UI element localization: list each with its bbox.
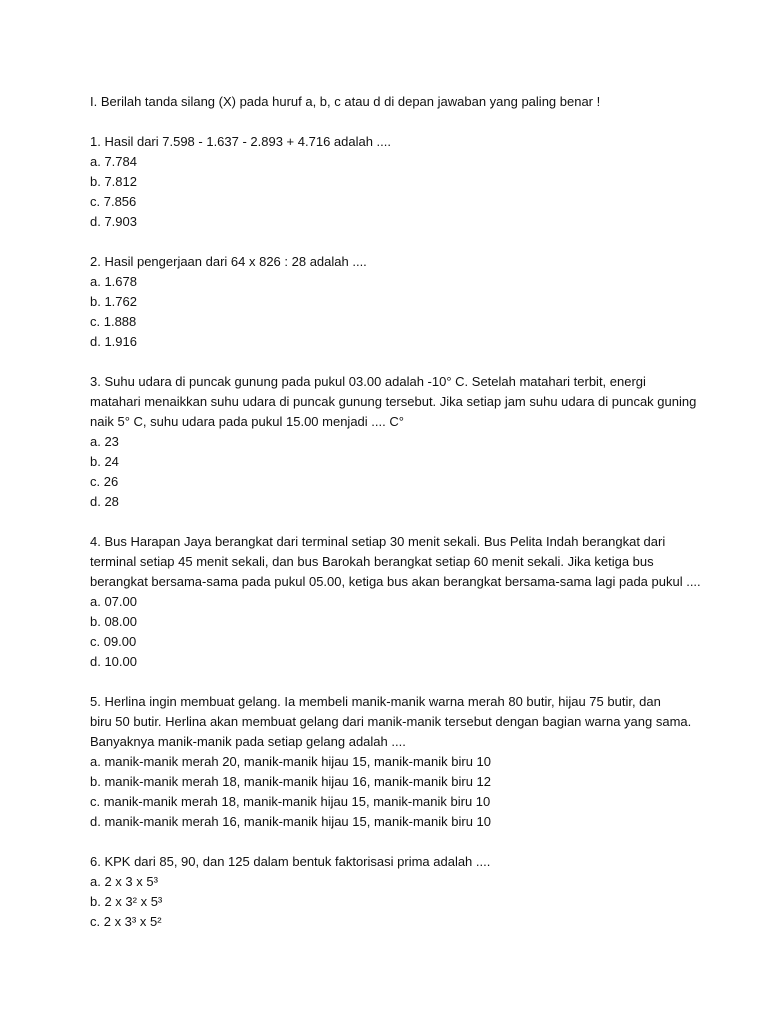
- question-6: [90, 852, 730, 932]
- question-line: 1. Hasil dari 7.598 - 1.637 - 2.893 + 4.716 adalah ....: [90, 134, 392, 149]
- question-3: [90, 372, 730, 512]
- question-line: 6. KPK dari 85, 90, dan 125 dalam bentuk faktorisasi prima adalah ....: [90, 854, 491, 869]
- question-line: 4. Bus Harapan Jaya berangkat dari terminal setiap 30 menit sekali. Bus Pelita Indah berangkat dari: [90, 534, 666, 549]
- question-text: [90, 852, 730, 872]
- question-text: [90, 532, 730, 592]
- question-line: terminal setiap 45 menit sekali, dan bus Barokah berangkat setiap 60 menit sekali. Jika ketiga bus: [90, 554, 654, 569]
- option-c: c. 2 x 3³ x 5²: [90, 914, 162, 929]
- option-d: d. 28: [90, 494, 119, 509]
- option-b: b. 24: [90, 454, 119, 469]
- instruction-text: I. Berilah tanda silang (X) pada huruf a, b, c atau d di depan jawaban yang paling benar !: [90, 94, 601, 109]
- question-line: 5. Herlina ingin membuat gelang. Ia membeli manik-manik warna merah 80 butir, hijau 75 butir, dan: [90, 694, 661, 709]
- option-b: b. 7.812: [90, 174, 137, 189]
- option-d: d. 1.916: [90, 334, 137, 349]
- question-5: [90, 692, 730, 832]
- option-a: a. 07.00: [90, 594, 137, 609]
- option-d: d. 7.903: [90, 214, 137, 229]
- option-c: c. 09.00: [90, 634, 137, 649]
- option-a: a. 2 x 3 x 5³: [90, 874, 158, 889]
- option-c: c. 7.856: [90, 194, 137, 209]
- option-b: b. 1.762: [90, 294, 137, 309]
- question-line: naik 5° C, suhu udara pada pukul 15.00 menjadi .... C°: [90, 414, 404, 429]
- question-line: 3. Suhu udara di puncak gunung pada pukul 03.00 adalah -10° C. Setelah matahari terbit, energi: [90, 374, 646, 389]
- option-c: c. 1.888: [90, 314, 137, 329]
- option-a: a. 7.784: [90, 154, 137, 169]
- question-4: [90, 532, 730, 672]
- question-text: [90, 132, 730, 152]
- question-text: [90, 372, 730, 432]
- option-d: d. 10.00: [90, 654, 137, 669]
- option-a: a. manik-manik merah 20, manik-manik hijau 15, manik-manik biru 10: [90, 754, 491, 769]
- question-text: [90, 692, 730, 752]
- question-2: [90, 252, 730, 352]
- option-b: b. 2 x 3² x 5³: [90, 894, 163, 909]
- document-page: [90, 92, 730, 952]
- option-b: b. 08.00: [90, 614, 137, 629]
- question-line: matahari menaikkan suhu udara di puncak gunung tersebut. Jika setiap jam suhu udara di puncak guning: [90, 394, 697, 409]
- question-line: Banyaknya manik-manik pada setiap gelang adalah ....: [90, 734, 406, 749]
- question-text: [90, 252, 730, 272]
- option-d: d. manik-manik merah 16, manik-manik hijau 15, manik-manik biru 10: [90, 814, 491, 829]
- question-1: [90, 132, 730, 232]
- option-c: c. manik-manik merah 18, manik-manik hijau 15, manik-manik biru 10: [90, 794, 491, 809]
- option-c: c. 26: [90, 474, 119, 489]
- question-line: 2. Hasil pengerjaan dari 64 x 826 : 28 adalah ....: [90, 254, 367, 269]
- option-b: b. manik-manik merah 18, manik-manik hijau 16, manik-manik biru 12: [90, 774, 491, 789]
- question-line: biru 50 butir. Herlina akan membuat gelang dari manik-manik tersebut dengan bagian warna yang sama.: [90, 714, 692, 729]
- option-a: a. 1.678: [90, 274, 137, 289]
- question-line: berangkat bersama-sama pada pukul 05.00, ketiga bus akan berangkat bersama-sama lagi pada pukul ....: [90, 574, 701, 589]
- option-a: a. 23: [90, 434, 119, 449]
